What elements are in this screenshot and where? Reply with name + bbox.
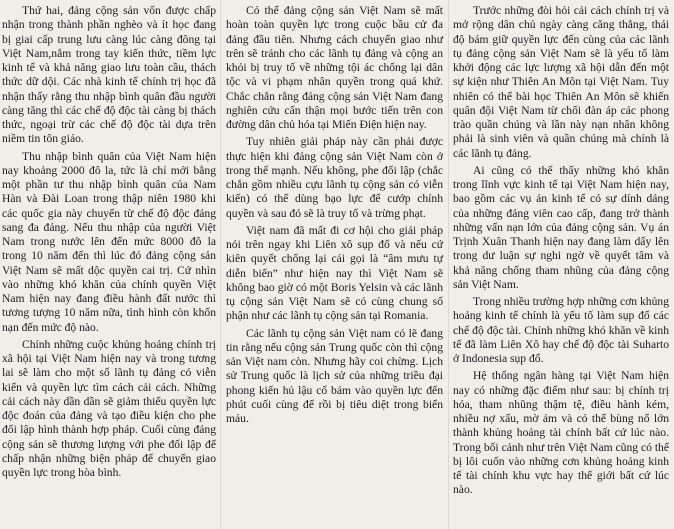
paragraph: Thu nhập bình quân của Việt Nam hiện nay khoảng 2000 đô la, tức là chỉ mới bằng một phần tư thu nhập bình quân của Nam Hàn và Đài Loan trong thập niên 1980 khi các quốc gia này chuyển từ chế độ độc đảng sang đa đảng. Nếu thu nhập của người Việt Nam trong nước lên đến mức 8000 đô la trong 10 năm đến thì lúc đó đảng cộng sản Việt Nam sẽ mất dộc quyền cai trị. Cứ nhìn vào những khó khăn của chính quyền Việt Nam hiện nay đang điều hành đất nước thì tương tượng 10 năm nữa, tình hình còn khốn nạn đến mức độ nào.	[2, 149, 216, 334]
paragraph: Ai cũng có thể thấy những khó khăn trong lĩnh vực kinh tế tại Việt Nam hiện nay, bao gồm các vụ án kinh tế có sự dính dáng của những đảng viên cao cấp, đang trở thành những vấn nạn lớn của đảng cộng sản. Vụ án Trịnh Xuân Thanh hiện nay đang làm dấy lên trong dư luận sự nghi ngờ về quyết tâm và khả năng chống tham nhũng của đảng cộng sản Việt Nam.	[453, 163, 669, 291]
column-divider	[448, 0, 449, 529]
article-column-3	[453, 4, 669, 498]
column-divider	[220, 0, 221, 529]
paragraph: Trong nhiều trường hợp những cơn khủng hoảng kinh tế chính là yếu tố làm sụp đổ các chế độ độc tài. Chính những khó khăn về kinh tế đã làm Liên Xô hay chế độ độc tài Suharto ở Indonesia sụp đổ.	[453, 295, 669, 365]
paragraph: Hệ thống ngân hàng tại Việt Nam hiện nay có những đặc điểm như sau: bị chính trị hóa, tham nhũng thậm tệ, điều hành kém, nhiều nợ xấu, mờ ám và có thể bùng nổ lớn thành khủng hoảng tài chính bất cứ lúc nào. Trong bối cảnh như trên Việt Nam cũng có thể bị lôi cuốn vào những cơn khủng hoảng kinh tế tài chính khu vực hay thế giới bất cứ lúc nào.	[453, 369, 669, 497]
paragraph: Trước những đòi hỏi cải cách chính trị và mở rộng dân chủ ngày càng căng thẳng, thái độ bám giữ quyền lực đến cùng của các lãnh tụ đảng cộng sản Việt Nam sẽ là yếu tố làm khởi động các lực lượng xã hội dẫn đến một sự kiện như Thiên An Môn tại Việt Nam. Tuy nhiên có thể bài học Thiên An Môn sẽ khiến quân đội Việt Nam từ chối đàn áp các phong trào quần chúng và lần này nạn nhân không phải là sinh viên và quần chúng mà chính là các lãnh tụ đảng.	[453, 4, 669, 160]
paragraph: Chính những cuộc khủng hoảng chính trị xã hội tại Việt Nam hiện nay và trong tương lai sẽ làm cho một số lãnh tụ đảng có viễn kiến và quyền lực tìm cách cải cách. Những cải cách này dần dần sẽ giảm thiểu quyền lực độc đoán của đảng và tạo điều kiện cho phe đối lập hình thành hợp pháp. Cuối cùng đảng cộng sản sẽ thương lượng với phe đối lập để chấp nhận những biện pháp để chuyển giao quyền lực trong hòa bình.	[2, 337, 216, 479]
paragraph: Các lãnh tụ cộng sản Việt nam có lẽ đang tin rằng nếu cộng sản Trung quốc còn thì cộng sản Việt nam còn. Nhưng hãy coi chừng. Lịch sử Trung quốc là lịch sử của những triều đại phong kiến hủ lậu cố bám vào quyền lực đến phút cuối cùng để rồi bị tiêu diệt trong biển máu.	[226, 326, 443, 425]
article-column-2	[226, 4, 443, 426]
paragraph: Thứ hai, đảng cộng sản vốn được chấp nhận trong thành phần nghèo và ít học đang bị giai cấp trung lưu càng lúc càng đông tại Việt Nam,nắm trong tay kiến thức, tiềm lực kinh tế và khả năng giao lưu toàn cầu, thách thức dữ dội. Các nhà kinh tế chính trị học đã nhận thấy rằng thu nhập bình quân đầu người càng tăng thì các chế độ độc tài càng bị thách thức, ngoại trừ các chế độ độc tài dựa trên niềm tin tôn giáo.	[2, 4, 216, 146]
article-column-1	[2, 4, 216, 480]
paragraph: Tuy nhiên giải pháp này cần phải được thực hiện khi đảng cộng sản Việt Nam còn ở trong thế mạnh. Nếu không, phe đối lập (chắc chắn gồm nhiều cựu lãnh tụ cộng sản có viễn kiến) có thể dùng bạo lực để cướp chính quyền và sau đó sẽ là truy tố và trừng phạt.	[226, 135, 443, 220]
paragraph: Có thể đảng cộng sản Việt Nam sẽ mất hoàn toàn quyền lực trong cuộc bầu cử đa đảng đầu tiên. Nhưng cách chuyển giao như trên sẽ tránh cho các lãnh tụ đảng và cộng an khỏi bị truy tố về những tội ác chống lại dân tộc và vi phạm nhân quyền trong quá khứ. Chắc chắn rằng đảng cộng sản Việt Nam đang nghiên cứu cẩn thận mọi bước tiến trên con đường dân chủ hóa tại Miến Điện hiện nay.	[226, 4, 443, 131]
paragraph: Việt nam đã mất đi cơ hội cho giải pháp nói trên ngay khi Liên xô sụp đổ và nếu cứ kiên quyết chống lại cái gọi là “âm mưu tự diễn biến” như hiện nay thì Việt Nam sẽ không bao giờ có một Boris Yelsin và các lãnh tụ cộng sản Việt Nam sẽ có cùng chung số phận như các lãnh tụ cộng sản tại Romania.	[226, 223, 443, 323]
